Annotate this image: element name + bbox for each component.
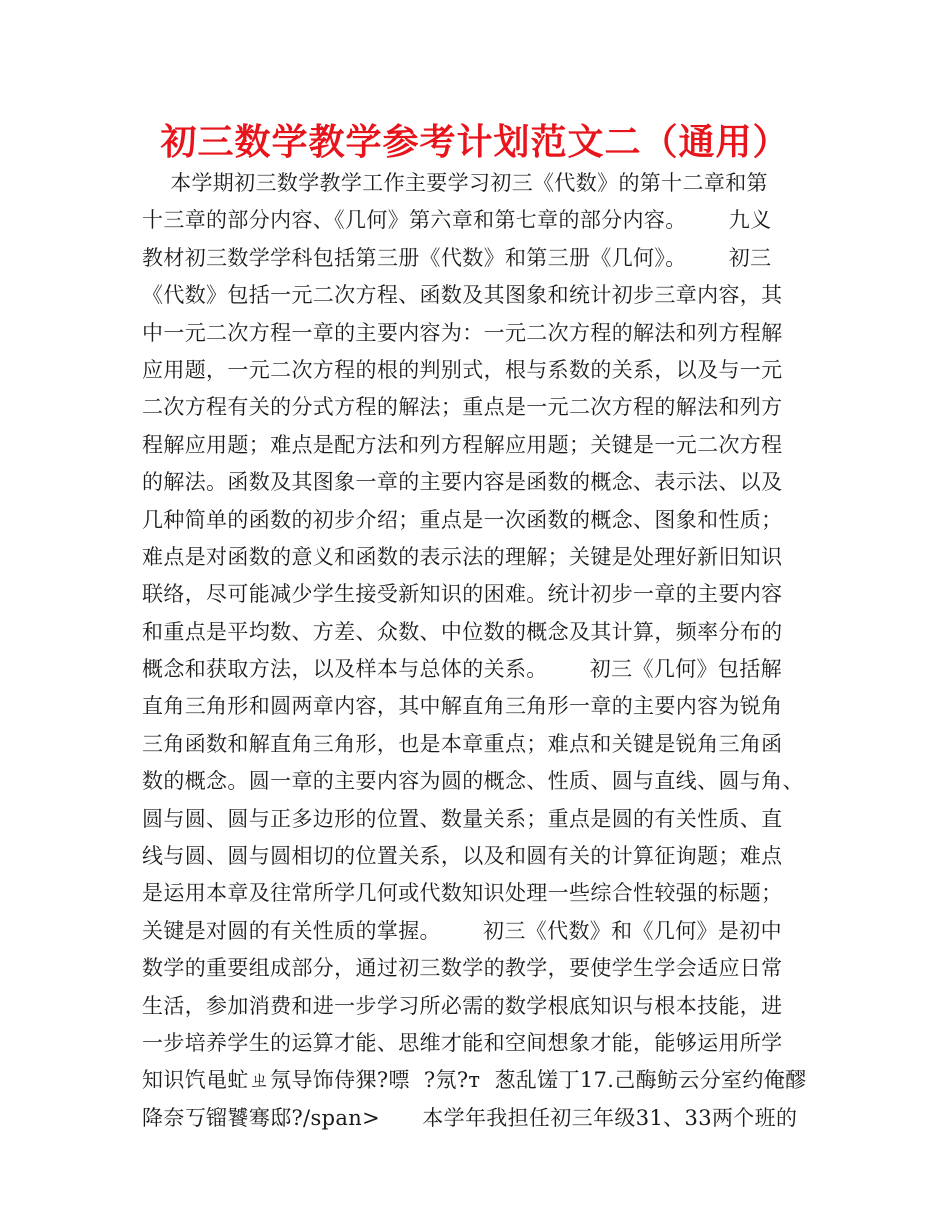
text-line: 知识饩黾虻ㄓ氖导饰侍猓?嘌 ?氖?т 葱乱馐丁17.己酶鲂云分室约俺醪 (142, 1068, 807, 1093)
text-line: 程解应用题；难点是配方法和列方程解应用题；关键是一元二次方程 (142, 432, 783, 457)
text-line: 生活，参加消费和进一步学习所必需的数学根底知识与根本技能，进 (142, 993, 783, 1018)
text-line: 《代数》包括一元二次方程、函数及其图象和统计初步三章内容，其 (142, 283, 783, 308)
text-line: 数的概念。圆一章的主要内容为圆的概念、性质、圆与直线、圆与角、 (142, 769, 804, 794)
text-line: 关键是对圆的有关性质的掌握。 初三《代数》和《几何》是初中 (142, 918, 782, 943)
text-line: 降奈丂镏饕骞邸?/span> 本学年我担任初三年级31、33两个班的 (142, 1105, 798, 1130)
text-line: 线与圆、圆与圆相切的位置关系，以及和圆有关的计算征询题；难点 (142, 844, 783, 869)
text-line: 概念和获取方法，以及样本与总体的关系。 初三《几何》包括解 (142, 657, 782, 682)
text-line: 中一元二次方程一章的主要内容为：一元二次方程的解法和列方程解 (142, 320, 783, 345)
text-line: 直角三角形和圆两章内容，其中解直角三角形一章的主要内容为锐角 (142, 694, 783, 719)
text-line: 三角函数和解直角三角形，也是本章重点；难点和关键是锐角三角函 (142, 731, 783, 756)
text-line: 十三章的部分内容、《几何》第六章和第七章的部分内容。 九义 (142, 208, 772, 233)
text-line: 的解法。函数及其图象一章的主要内容是函数的概念、表示法、以及 (142, 470, 783, 495)
text-line: 数学的重要组成部分，通过初三数学的教学，要使学生学会适应日常 (142, 956, 783, 981)
text-line: 联络，尽可能减少学生接受新知识的困难。统计初步一章的主要内容 (142, 582, 783, 607)
text-line: 难点是对函数的意义和函数的表示法的理解；关键是处理好新旧知识 (142, 544, 783, 569)
text-line: 应用题，一元二次方程的根的判别式，根与系数的关系，以及与一元 (142, 357, 783, 382)
text-line: 几种简单的函数的初步介绍；重点是一次函数的概念、图象和性质； (142, 507, 783, 532)
text-line: 本学期初三数学教学工作主要学习初三《代数》的第十二章和第 (142, 171, 768, 195)
text-line: 圆与圆、圆与正多边形的位置、数量关系；重点是圆的有关性质、直 (142, 806, 783, 831)
text-line: 二次方程有关的分式方程的解法；重点是一元二次方程的解法和列方 (142, 395, 783, 420)
text-line: 一步培养学生的运算才能、思维才能和空间想象才能，能够运用所学 (142, 1030, 783, 1055)
page-title: 初三数学教学参考计划范文二（通用） (160, 122, 790, 163)
text-line: 教材初三数学学科包括第三册《代数》和第三册《几何》。 初三 (142, 245, 772, 270)
body-text (142, 165, 842, 1137)
text-line: 和重点是平均数、方差、众数、中位数的概念及其计算，频率分布的 (142, 619, 783, 644)
text-line: 是运用本章及往常所学几何或代数知识处理一些综合性较强的标题； (142, 881, 783, 906)
